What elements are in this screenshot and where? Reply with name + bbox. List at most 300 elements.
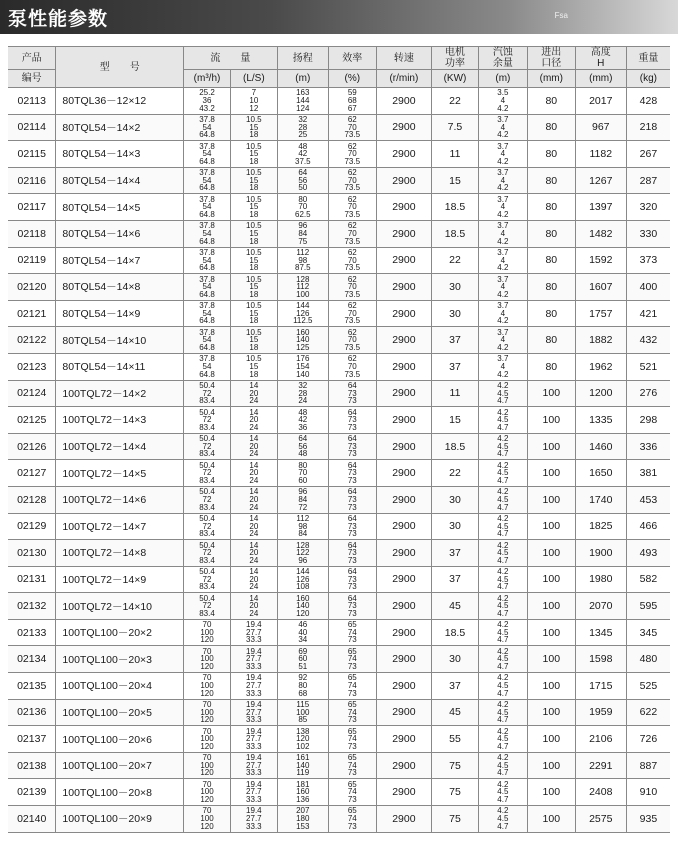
cell-dn: 100 [527, 646, 575, 673]
cell-npsh [478, 141, 527, 168]
cell-q1-value: 72 [202, 548, 212, 558]
cell-q1 [184, 752, 231, 779]
unit-inlet: (mm) [527, 70, 575, 88]
cell-dn: 80 [527, 194, 575, 221]
cell-kw: 37 [432, 327, 479, 354]
cell-e-value: 62 [347, 194, 357, 204]
cell-q2-value: 15 [249, 175, 259, 185]
cell-q1-value: 70 [202, 806, 212, 816]
cell-q1-value: 72 [202, 388, 212, 398]
cell-h-value: 50 [298, 183, 308, 193]
cell-weight: 525 [626, 673, 670, 700]
cell-h [277, 673, 328, 700]
cell-model: 80TQL54－14×6 [56, 220, 184, 247]
table-row [8, 167, 670, 194]
cell-q2-value: 27.7 [246, 787, 262, 797]
cell-dn: 100 [527, 779, 575, 806]
cell-e-value: 73 [347, 601, 357, 611]
cell-npsh [478, 779, 527, 806]
cell-e [328, 619, 376, 646]
cell-height: 967 [575, 114, 626, 141]
cell-npsh-value: 4.2 [497, 487, 509, 497]
cell-npsh-value: 4.5 [497, 494, 509, 504]
cell-npsh-value: 4.2 [497, 316, 509, 326]
cell-q2-value: 14 [249, 434, 259, 444]
cell-code: 02116 [8, 167, 56, 194]
cell-height: 1598 [575, 646, 626, 673]
cell-q2-value: 19.4 [246, 700, 262, 710]
cell-npsh-value: 4.5 [497, 814, 509, 824]
cell-npsh [478, 806, 527, 833]
cell-e [328, 673, 376, 700]
cell-weight: 336 [626, 433, 670, 460]
cell-e-value: 73.5 [344, 130, 361, 140]
cell-q1-value: 72 [202, 574, 212, 584]
cell-q2-value: 19.4 [246, 806, 262, 816]
cell-npsh-value: 4.5 [497, 734, 509, 744]
cell-npsh-value: 4.5 [497, 681, 509, 691]
cell-q1-value: 72 [202, 441, 212, 451]
cell-q2-value: 20 [249, 388, 259, 398]
cell-q1-value: 70 [202, 646, 212, 656]
cell-npsh-value: 4.7 [497, 396, 509, 406]
cell-e-value: 70 [347, 202, 357, 212]
cell-q1-value: 70 [202, 753, 212, 763]
cell-q2-value: 12 [249, 103, 259, 113]
cell-e-value: 73.5 [344, 369, 361, 379]
cell-e-value: 74 [347, 787, 357, 797]
cell-kw: 22 [432, 460, 479, 487]
cell-speed: 2900 [376, 274, 431, 301]
cell-code: 02133 [8, 619, 56, 646]
cell-dn: 100 [527, 806, 575, 833]
cell-q2-value: 20 [249, 441, 259, 451]
cell-q2-value: 33.3 [246, 741, 262, 751]
cell-npsh-value: 4.2 [497, 183, 509, 193]
cell-h-value: 84 [298, 228, 308, 238]
cell-kw: 15 [432, 407, 479, 434]
cell-npsh-value: 4.5 [497, 388, 509, 398]
cell-model: 100TQL72－14×5 [56, 460, 184, 487]
cell-npsh-value: 3.7 [497, 115, 509, 124]
table-body [8, 88, 670, 833]
cell-kw: 18.5 [432, 194, 479, 221]
cell-weight: 910 [626, 779, 670, 806]
cell-e-value: 59 [347, 88, 357, 98]
cell-model: 100TQL72－14×8 [56, 540, 184, 567]
cell-e [328, 486, 376, 513]
cell-h-value: 126 [296, 308, 310, 318]
cell-e-value: 65 [347, 753, 357, 763]
cell-code: 02123 [8, 353, 56, 380]
cell-e-value: 62 [347, 115, 357, 124]
cell-q1-value: 83.4 [199, 502, 215, 512]
cell-q1-value: 37.8 [199, 194, 215, 204]
cell-e-value: 68 [347, 96, 357, 105]
cell-npsh-value: 4.2 [497, 513, 509, 523]
cell-q1-value: 100 [200, 734, 214, 744]
cell-weight: 935 [626, 806, 670, 833]
cell-h-value: 180 [296, 814, 310, 824]
cell-q2-value: 18 [249, 289, 259, 299]
cell-npsh-value: 3.7 [497, 301, 509, 311]
cell-npsh-value: 4.7 [497, 688, 509, 698]
cell-kw: 45 [432, 593, 479, 620]
cell-npsh [478, 114, 527, 141]
cell-q1-value: 120 [200, 688, 214, 698]
cell-q2-value: 14 [249, 487, 259, 497]
cell-code: 02128 [8, 486, 56, 513]
cell-kw: 75 [432, 806, 479, 833]
cell-q1-value: 64.8 [199, 183, 215, 193]
cell-npsh [478, 433, 527, 460]
cell-h-value: 60 [298, 654, 308, 664]
cell-kw: 30 [432, 513, 479, 540]
cell-speed: 2900 [376, 726, 431, 753]
cell-e-value: 73 [347, 821, 357, 831]
table-row [8, 726, 670, 753]
table-row [8, 247, 670, 274]
cell-h-value: 46 [298, 620, 308, 630]
cell-h-value: 140 [296, 335, 310, 345]
cell-h-value: 37.5 [295, 156, 311, 166]
cell-h-value: 85 [298, 715, 308, 725]
cell-q1-value: 37.8 [199, 221, 215, 231]
cell-dn: 80 [527, 327, 575, 354]
cell-q2-value: 27.7 [246, 734, 262, 744]
table-row [8, 88, 670, 115]
cell-h-value: 28 [298, 388, 308, 398]
cell-q1 [184, 566, 231, 593]
cell-code: 02130 [8, 540, 56, 567]
cell-speed: 2900 [376, 407, 431, 434]
cell-e-value: 73 [347, 582, 357, 592]
cell-npsh [478, 167, 527, 194]
cell-q2-value: 20 [249, 521, 259, 531]
cell-kw: 7.5 [432, 114, 479, 141]
cell-speed: 2900 [376, 380, 431, 407]
cell-q1-value: 83.4 [199, 422, 215, 432]
cell-h-value: 160 [296, 327, 310, 337]
cell-code: 02120 [8, 274, 56, 301]
unit-flow-ls: (L/S) [230, 70, 277, 88]
cell-npsh-value: 4 [500, 202, 506, 212]
cell-npsh-value: 4.2 [497, 673, 509, 683]
cell-q1-value: 54 [202, 255, 212, 265]
cell-e-value: 73 [347, 741, 357, 751]
cell-model: 80TQL54－14×10 [56, 327, 184, 354]
cell-q1-value: 64.8 [199, 263, 215, 273]
cell-q2-value: 18 [249, 209, 259, 219]
table-row [8, 300, 670, 327]
cell-npsh-value: 4.2 [497, 779, 509, 789]
cell-weight: 428 [626, 88, 670, 115]
cell-dn: 80 [527, 141, 575, 168]
cell-dn: 80 [527, 220, 575, 247]
cell-npsh-value: 4.7 [497, 795, 509, 805]
cell-height: 1740 [575, 486, 626, 513]
cell-q1-value: 37.8 [199, 327, 215, 337]
cell-code: 02115 [8, 141, 56, 168]
cell-q2 [230, 247, 277, 274]
cell-e-value: 73.5 [344, 183, 361, 193]
cell-e-value: 62 [347, 168, 357, 178]
cell-h [277, 220, 328, 247]
cell-q1-value: 50.4 [199, 540, 215, 550]
cell-e-value: 73.5 [344, 236, 361, 246]
cell-h [277, 806, 328, 833]
cell-model: 100TQL72－14×4 [56, 433, 184, 460]
cell-q2-value: 19.4 [246, 726, 262, 736]
cell-q1-value: 70 [202, 673, 212, 683]
cell-npsh-value: 3.7 [497, 141, 509, 151]
cell-q2 [230, 646, 277, 673]
cell-weight: 287 [626, 167, 670, 194]
cell-h [277, 566, 328, 593]
cell-code: 02131 [8, 566, 56, 593]
cell-q2-value: 15 [249, 202, 259, 212]
cell-q1-value: 37.8 [199, 115, 215, 124]
cell-q1-value: 54 [202, 175, 212, 185]
cell-weight: 400 [626, 274, 670, 301]
cell-q2-value: 24 [249, 396, 259, 406]
cell-npsh-value: 4 [500, 96, 506, 105]
cell-e [328, 220, 376, 247]
cell-height: 1900 [575, 540, 626, 567]
cell-height: 1335 [575, 407, 626, 434]
cell-model: 80TQL54－14×3 [56, 141, 184, 168]
cell-npsh [478, 540, 527, 567]
cell-q2-value: 19.4 [246, 646, 262, 656]
cell-q1 [184, 779, 231, 806]
cell-q2-value: 24 [249, 502, 259, 512]
cell-dn: 100 [527, 673, 575, 700]
cell-q1 [184, 646, 231, 673]
unit-weight: (kg) [626, 70, 670, 88]
cell-q2-value: 15 [249, 282, 259, 292]
cell-q2-value: 14 [249, 540, 259, 550]
cell-e [328, 513, 376, 540]
cell-h-value: 96 [298, 555, 308, 565]
col-product-sub: 编号 [8, 70, 56, 88]
cell-dn: 100 [527, 619, 575, 646]
cell-e [328, 566, 376, 593]
cell-npsh [478, 88, 527, 115]
cell-npsh-value: 4.2 [497, 407, 509, 417]
cell-code: 02121 [8, 300, 56, 327]
cell-h-value: 122 [296, 548, 310, 558]
cell-q2 [230, 433, 277, 460]
cell-code: 02139 [8, 779, 56, 806]
cell-q1-value: 54 [202, 361, 212, 371]
cell-model: 80TQL54－14×9 [56, 300, 184, 327]
cell-e-value: 62 [347, 247, 357, 257]
cell-q2-value: 24 [249, 529, 259, 539]
cell-npsh [478, 566, 527, 593]
cell-npsh-value: 3.7 [497, 194, 509, 204]
cell-q1-value: 100 [200, 814, 214, 824]
cell-q2-value: 27.7 [246, 760, 262, 770]
cell-dn: 80 [527, 247, 575, 274]
pump-performance-table [8, 46, 670, 833]
cell-e-value: 70 [347, 149, 357, 159]
cell-e-value: 65 [347, 673, 357, 683]
cell-npsh [478, 699, 527, 726]
cell-e [328, 540, 376, 567]
cell-h [277, 433, 328, 460]
cell-height: 1182 [575, 141, 626, 168]
cell-e-value: 70 [347, 308, 357, 318]
cell-height: 2017 [575, 88, 626, 115]
cell-model: 80TQL54－14×8 [56, 274, 184, 301]
cell-weight: 887 [626, 752, 670, 779]
cell-model: 80TQL54－14×2 [56, 114, 184, 141]
cell-h [277, 752, 328, 779]
cell-npsh [478, 646, 527, 673]
cell-h-value: 96 [298, 487, 308, 497]
cell-npsh [478, 752, 527, 779]
cell-height: 2106 [575, 726, 626, 753]
cell-q2-value: 19.4 [246, 673, 262, 683]
cell-h [277, 114, 328, 141]
cell-speed: 2900 [376, 247, 431, 274]
cell-weight: 218 [626, 114, 670, 141]
cell-q2-value: 15 [249, 255, 259, 265]
cell-q1-value: 70 [202, 620, 212, 630]
cell-dn: 80 [527, 167, 575, 194]
cell-h-value: 115 [296, 700, 310, 710]
cell-q1-value: 54 [202, 282, 212, 292]
cell-e-value: 74 [347, 734, 357, 744]
cell-speed: 2900 [376, 460, 431, 487]
cell-e-value: 73 [347, 635, 357, 645]
cell-npsh [478, 194, 527, 221]
cell-speed: 2900 [376, 540, 431, 567]
cell-e-value: 73 [347, 441, 357, 451]
cell-h-value: 144 [296, 301, 310, 311]
cell-h-value: 56 [298, 175, 308, 185]
cell-q2-value: 20 [249, 601, 259, 611]
cell-e-value: 70 [347, 175, 357, 185]
cell-q2-value: 15 [249, 335, 259, 345]
cell-q1-value: 64.8 [199, 156, 215, 166]
cell-q2-value: 27.7 [246, 654, 262, 664]
cell-q2-value: 18 [249, 130, 259, 140]
cell-q2-value: 33.3 [246, 821, 262, 831]
table-row [8, 220, 670, 247]
cell-q2 [230, 779, 277, 806]
cell-weight: 276 [626, 380, 670, 407]
cell-q2-value: 18 [249, 369, 259, 379]
cell-e-value: 73 [347, 529, 357, 539]
cell-q1-value: 50.4 [199, 513, 215, 523]
cell-q2-value: 20 [249, 415, 259, 425]
cell-height: 1200 [575, 380, 626, 407]
cell-q1-value: 72 [202, 415, 212, 425]
cell-h-value: 56 [298, 441, 308, 451]
cell-height: 1592 [575, 247, 626, 274]
cell-speed: 2900 [376, 486, 431, 513]
cell-q2-value: 10.5 [246, 301, 262, 311]
cell-e-value: 73 [347, 688, 357, 698]
cell-h-value: 100 [296, 707, 310, 717]
cell-q1 [184, 540, 231, 567]
cell-npsh-value: 4.2 [497, 369, 509, 379]
cell-h-value: 25 [298, 130, 308, 140]
table-row [8, 327, 670, 354]
cell-h [277, 513, 328, 540]
cell-q2 [230, 407, 277, 434]
cell-q2 [230, 726, 277, 753]
cell-q1-value: 72 [202, 601, 212, 611]
cell-h-value: 112.5 [293, 316, 313, 326]
cell-q2 [230, 486, 277, 513]
cell-npsh-value: 4.7 [497, 821, 509, 831]
cell-q2-value: 33.3 [246, 795, 262, 805]
cell-e [328, 380, 376, 407]
cell-q1-value: 100 [200, 627, 214, 637]
cell-code: 02129 [8, 513, 56, 540]
cell-kw: 11 [432, 141, 479, 168]
cell-h [277, 540, 328, 567]
cell-speed: 2900 [376, 141, 431, 168]
cell-q2-value: 10.5 [246, 247, 262, 257]
cell-q1-value: 83.4 [199, 582, 215, 592]
cell-h-value: 60 [298, 475, 308, 485]
cell-q1-value: 36 [202, 96, 212, 105]
cell-npsh-value: 4.7 [497, 768, 509, 778]
cell-e-value: 70 [347, 122, 357, 132]
cell-model: 100TQL72－14×3 [56, 407, 184, 434]
cell-model: 100TQL72－14×10 [56, 593, 184, 620]
cell-q1 [184, 593, 231, 620]
cell-e-value: 73 [347, 795, 357, 805]
cell-h-value: 80 [298, 460, 308, 470]
cell-speed: 2900 [376, 806, 431, 833]
cell-q1-value: 100 [200, 760, 214, 770]
cell-h-value: 126 [296, 574, 310, 584]
cell-h-value: 181 [296, 779, 310, 789]
cell-q2 [230, 353, 277, 380]
cell-weight: 595 [626, 593, 670, 620]
cell-npsh [478, 407, 527, 434]
cell-h [277, 699, 328, 726]
cell-npsh [478, 300, 527, 327]
cell-e-value: 73 [347, 415, 357, 425]
cell-height: 1962 [575, 353, 626, 380]
cell-q1-value: 72 [202, 494, 212, 504]
table-row [8, 673, 670, 700]
cell-model: 100TQL100－20×4 [56, 673, 184, 700]
unit-head: (m) [277, 70, 328, 88]
cell-npsh-value: 4.2 [497, 289, 509, 299]
cell-q1-value: 54 [202, 308, 212, 318]
cell-model: 100TQL100－20×6 [56, 726, 184, 753]
cell-q1-value: 50.4 [199, 407, 215, 417]
cell-weight: 453 [626, 486, 670, 513]
cell-npsh-value: 4.5 [497, 654, 509, 664]
cell-h-value: 154 [296, 361, 310, 371]
cell-q2 [230, 566, 277, 593]
cell-e-value: 73 [347, 574, 357, 584]
cell-q1-value: 37.8 [199, 141, 215, 151]
cell-q2 [230, 88, 277, 115]
cell-q2-value: 14 [249, 460, 259, 470]
cell-speed: 2900 [376, 779, 431, 806]
cell-npsh-value: 4.2 [497, 593, 509, 603]
cell-e-value: 70 [347, 282, 357, 292]
cell-npsh-value: 3.7 [497, 327, 509, 337]
